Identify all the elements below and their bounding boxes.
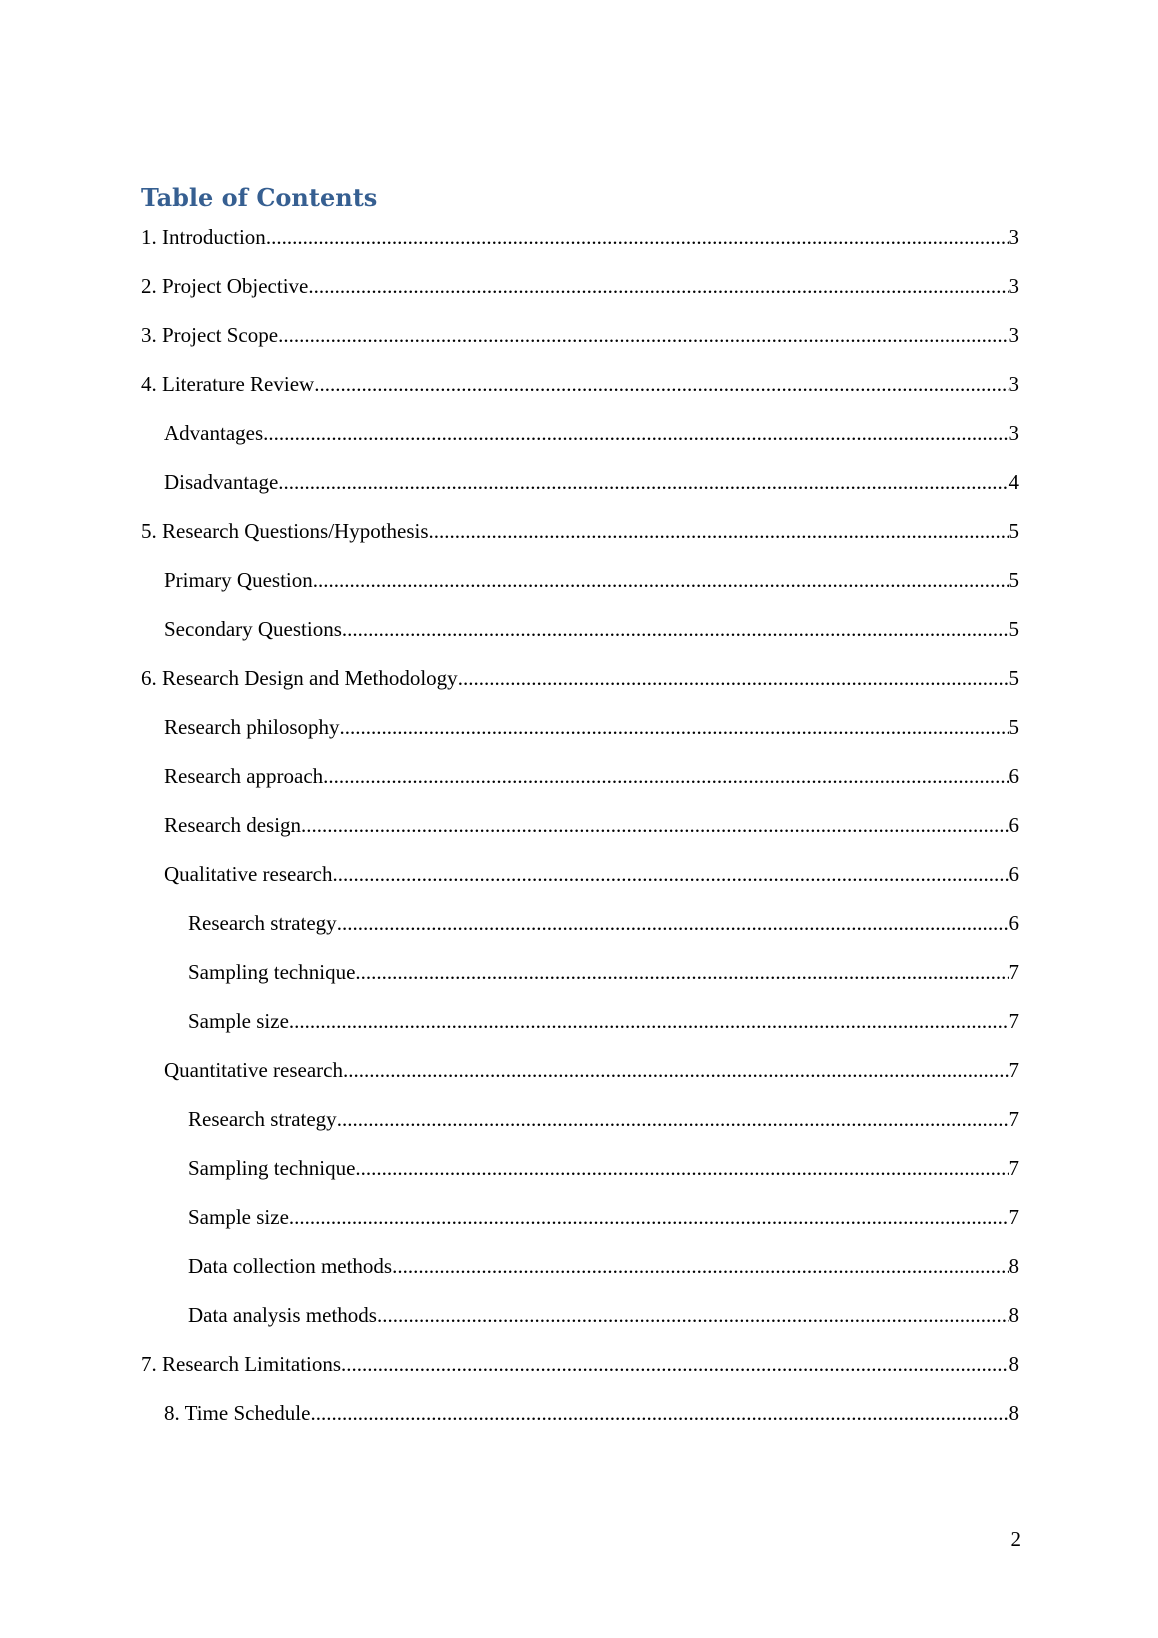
toc-entry-label: Disadvantage bbox=[164, 470, 279, 494]
toc-entry-label: Data collection methods bbox=[188, 1254, 393, 1278]
toc-entry-label: Quantitative research bbox=[164, 1058, 343, 1082]
toc-entry-page: 8 bbox=[1008, 1254, 1019, 1278]
toc-entry[interactable] bbox=[141, 1055, 1019, 1085]
toc-entry[interactable] bbox=[141, 1006, 1019, 1036]
toc-entry-page: 7 bbox=[1008, 1107, 1019, 1131]
toc-entry-label: Research philosophy bbox=[164, 715, 340, 739]
toc-entry[interactable] bbox=[141, 957, 1019, 987]
toc-entry-leader bbox=[314, 369, 1008, 399]
toc-entry[interactable] bbox=[141, 1300, 1019, 1330]
toc-entry[interactable] bbox=[141, 320, 1019, 350]
toc-entry-leader bbox=[278, 320, 1008, 350]
toc-title: Table of Contents bbox=[141, 183, 378, 212]
toc-entry-label: 5. Research Questions/Hypothesis bbox=[141, 519, 429, 543]
toc-entry-leader bbox=[301, 810, 1008, 840]
toc-entry[interactable] bbox=[141, 859, 1019, 889]
toc-entry-label: 3. Project Scope bbox=[141, 323, 279, 347]
toc-entry-leader bbox=[289, 1006, 1009, 1036]
toc-entry-leader bbox=[263, 418, 1008, 448]
toc-entry-leader bbox=[313, 565, 1009, 595]
toc-entry[interactable] bbox=[141, 271, 1019, 301]
toc-entry[interactable] bbox=[141, 565, 1019, 595]
toc-entry[interactable] bbox=[141, 663, 1019, 693]
toc-entry-leader bbox=[342, 614, 1009, 644]
page-number: 2 bbox=[1010, 1527, 1021, 1551]
toc-entry-label: Advantages bbox=[164, 421, 264, 445]
toc-entry-label: 4. Literature Review bbox=[141, 372, 315, 396]
toc-entry-page: 5 bbox=[1008, 666, 1019, 690]
toc-entry-leader bbox=[340, 712, 1009, 742]
toc-entry-leader bbox=[308, 271, 1008, 301]
toc-entry-leader bbox=[355, 957, 1008, 987]
toc-entry-page: 3 bbox=[1008, 323, 1019, 347]
toc-entry[interactable] bbox=[141, 761, 1019, 791]
toc-entry-label: Research design bbox=[164, 813, 302, 837]
toc-entry-page: 3 bbox=[1008, 421, 1019, 445]
toc-entry-leader bbox=[392, 1251, 1008, 1281]
toc-entry[interactable] bbox=[141, 1153, 1019, 1183]
toc-entry-label: 6. Research Design and Methodology bbox=[141, 666, 458, 690]
toc-entry-leader bbox=[310, 1398, 1008, 1428]
toc-entry-page: 5 bbox=[1008, 715, 1019, 739]
toc-entry-leader bbox=[377, 1300, 1009, 1330]
toc-entry-page: 6 bbox=[1008, 813, 1019, 837]
toc-entry[interactable] bbox=[141, 1398, 1019, 1428]
toc-entry[interactable] bbox=[141, 614, 1019, 644]
toc-entry-page: 8 bbox=[1008, 1303, 1019, 1327]
toc-entry-leader bbox=[337, 908, 1009, 938]
toc-entry[interactable] bbox=[141, 369, 1019, 399]
toc-entry-label: Sample size bbox=[188, 1009, 289, 1033]
toc-entry[interactable] bbox=[141, 1202, 1019, 1232]
toc-entry-label: Primary Question bbox=[164, 568, 313, 592]
toc-entry-leader bbox=[289, 1202, 1009, 1232]
toc-entry-label: Research strategy bbox=[188, 1107, 337, 1131]
toc-entry[interactable] bbox=[141, 222, 1019, 252]
toc-entry[interactable] bbox=[141, 810, 1019, 840]
toc-entry-label: 7. Research Limitations bbox=[141, 1352, 342, 1376]
toc-entry[interactable] bbox=[141, 908, 1019, 938]
toc-entry-page: 3 bbox=[1008, 274, 1019, 298]
toc-entry-label: Data analysis methods bbox=[188, 1303, 377, 1327]
toc-entry-leader bbox=[458, 663, 1009, 693]
toc-entry-label: 8. Time Schedule bbox=[164, 1401, 311, 1425]
toc-entry-leader bbox=[323, 761, 1008, 791]
toc-entry-leader bbox=[333, 859, 1009, 889]
toc-entry[interactable] bbox=[141, 1104, 1019, 1134]
toc-entry[interactable] bbox=[141, 712, 1019, 742]
toc-entry-label: Research approach bbox=[164, 764, 324, 788]
toc-entry-leader bbox=[337, 1104, 1009, 1134]
toc-entry-page: 8 bbox=[1008, 1352, 1019, 1376]
toc-entry-page: 5 bbox=[1008, 617, 1019, 641]
toc-entry[interactable] bbox=[141, 467, 1019, 497]
toc-entry-page: 7 bbox=[1008, 1009, 1019, 1033]
toc-entry-label: Research strategy bbox=[188, 911, 337, 935]
toc-entry-label: Sample size bbox=[188, 1205, 289, 1229]
toc-entry-label: Qualitative research bbox=[164, 862, 333, 886]
toc-entry-page: 7 bbox=[1008, 1058, 1019, 1082]
toc-entry-leader bbox=[355, 1153, 1008, 1183]
toc-entry[interactable] bbox=[141, 1251, 1019, 1281]
toc-entry-page: 7 bbox=[1008, 1156, 1019, 1180]
toc-entry[interactable] bbox=[141, 418, 1019, 448]
toc-entry-page: 7 bbox=[1008, 960, 1019, 984]
toc-entry-page: 8 bbox=[1008, 1401, 1019, 1425]
toc-entry-leader bbox=[429, 516, 1009, 546]
toc-entry-leader bbox=[278, 467, 1008, 497]
toc-entry-page: 7 bbox=[1008, 1205, 1019, 1229]
toc-entry-leader bbox=[341, 1349, 1008, 1379]
toc-entry-label: Sampling technique bbox=[188, 1156, 356, 1180]
toc-entry-page: 6 bbox=[1008, 764, 1019, 788]
toc-entry-label: Secondary Questions bbox=[164, 617, 342, 641]
toc-entry-page: 6 bbox=[1008, 911, 1019, 935]
toc-entry-label: Sampling technique bbox=[188, 960, 356, 984]
toc-entry-leader bbox=[343, 1055, 1009, 1085]
toc-entry-leader bbox=[266, 222, 1009, 252]
toc-entry-page: 3 bbox=[1008, 372, 1019, 396]
toc-entry-label: 2. Project Objective bbox=[141, 274, 309, 298]
toc-entry-page: 6 bbox=[1008, 862, 1019, 886]
toc-entry[interactable] bbox=[141, 1349, 1019, 1379]
toc-entry[interactable] bbox=[141, 516, 1019, 546]
toc-entry-page: 3 bbox=[1008, 225, 1019, 249]
toc-entry-page: 5 bbox=[1008, 568, 1019, 592]
toc-entry-page: 4 bbox=[1008, 470, 1019, 494]
toc-entry-page: 5 bbox=[1008, 519, 1019, 543]
toc-list bbox=[141, 0, 1019, 1638]
toc-entry-label: 1. Introduction bbox=[141, 225, 266, 249]
